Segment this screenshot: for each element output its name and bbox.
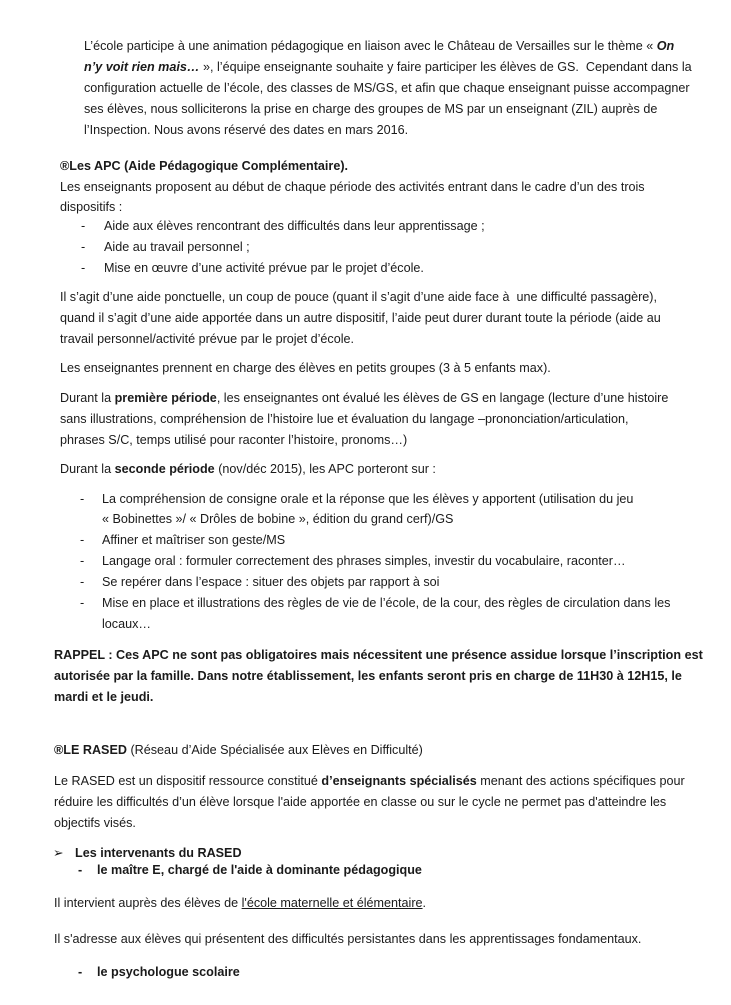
- bullet-dash: -: [81, 219, 86, 233]
- bullet-dash: -: [80, 554, 85, 568]
- rappel-line-1: RAPPEL : Ces APC ne sont pas obligatoires mais nécessitent une présence assidue lorsque l’inscription est: [54, 648, 703, 662]
- arrow-bullet-icon: ➢: [53, 846, 64, 860]
- bullet-dash: -: [81, 261, 86, 275]
- maitre-e: le maître E, chargé de l'aide à dominante pédagogique: [97, 863, 422, 877]
- apc-item: « Bobinettes »/ « Drôles de bobine », édition du grand cerf)/GS: [102, 512, 454, 526]
- intro-line-5: l’Inspection. Nous avons réservé des dates en mars 2016.: [84, 123, 409, 137]
- rased-para-line-2: réduire les difficultés d’un élève lorsque l'aide apportée en classe ou sur le cycle ne permet pas d'atteindre les: [54, 795, 667, 809]
- psychologue-scolaire: le psychologue scolaire: [97, 965, 240, 979]
- apc-item: Se repérer dans l’espace : situer des objets par rapport à soi: [102, 575, 440, 589]
- premiere-periode-line-1: Durant la première période, les enseignantes ont évalué les élèves de GS en langage (lecture d’une histoire: [60, 391, 669, 405]
- intervenants-heading: Les intervenants du RASED: [75, 846, 242, 860]
- premiere-periode-line-2: sans illustrations, compréhension de l’histoire lue et évaluation du langage –prononciation/articulation,: [60, 412, 629, 426]
- rased-para-line-1: Le RASED est un dispositif ressource constitué d’enseignants spécialisés menant des actions spécifiques pour: [54, 774, 685, 788]
- apc-heading: ®Les APC (Aide Pédagogique Complémentaire).: [60, 159, 349, 173]
- bullet-dash: -: [78, 863, 83, 877]
- seconde-periode: Durant la seconde période (nov/déc 2015), les APC porteront sur :: [60, 462, 436, 476]
- adresse-line: Il s'adresse aux élèves qui présentent des difficultés persistantes dans les apprentissages fondamentaux.: [54, 932, 642, 946]
- apc-intro-line-2: dispositifs :: [60, 200, 123, 214]
- bullet-dash: -: [80, 575, 85, 589]
- rased-heading: ®LE RASED (Réseau d’Aide Spécialisée aux Elèves en Difficulté): [54, 743, 423, 757]
- bullet-dash: -: [81, 240, 86, 254]
- dispositif-item: Mise en œuvre d’une activité prévue par le projet d’école.: [104, 261, 424, 275]
- apc-para1-line-3: travail personnel/activité prévue par le projet d’école.: [60, 332, 355, 346]
- apc-item: Affiner et maîtriser son geste/MS: [102, 533, 286, 547]
- bullet-dash: -: [80, 596, 85, 610]
- intervient-line: Il intervient auprès des élèves de l'école maternelle et élémentaire.: [54, 896, 427, 910]
- intro-line-1: L’école participe à une animation pédagogique en liaison avec le Château de Versailles sur le thème « On: [84, 39, 675, 53]
- bullet-dash: -: [80, 533, 85, 547]
- premiere-periode-line-3: phrases S/C, temps utilisé pour raconter l’histoire, pronoms…): [60, 433, 408, 447]
- dispositif-item: Aide aux élèves rencontrant des difficultés dans leur apprentissage ;: [104, 219, 485, 233]
- apc-intro-line-1: Les enseignants proposent au début de chaque période des activités entrant dans le cadre d’un des trois: [60, 180, 645, 194]
- apc-para1-line-1: Il s’agit d’une aide ponctuelle, un coup de pouce (quant il s’agit d’une aide face à une difficulté passagère),: [60, 290, 657, 304]
- bullet-dash: -: [78, 965, 83, 979]
- intro-line-3: configuration actuelle de l’école, des classes de MS/GS, et afin que chaque enseignant puisse accompagner: [84, 81, 690, 95]
- rappel-line-3: mardi et le jeudi.: [54, 690, 154, 704]
- apc-para2: Les enseignantes prennent en charge des élèves en petits groupes (3 à 5 enfants max).: [60, 361, 551, 375]
- intro-line-4: ses élèves, nous solliciterons la prise en charge des groupes de MS par un enseignant (ZIL) auprès de: [84, 102, 658, 116]
- apc-item: Langage oral : formuler correctement des phrases simples, investir du vocabulaire, raconter…: [102, 554, 626, 568]
- intro-line-2: n’y voit rien mais… », l’équipe enseignante souhaite y faire participer les élèves de GS. Cependant dans la: [84, 60, 692, 74]
- apc-item: Mise en place et illustrations des règles de vie de l’école, de la cour, des règles de circulation dans les: [102, 596, 671, 610]
- bullet-dash: -: [80, 492, 85, 506]
- apc-para1-line-2: quand il s’agit d’une aide apportée dans un autre dispositif, l’aide peut durer durant toute la période (aide au: [60, 311, 661, 325]
- apc-item: locaux…: [102, 617, 151, 631]
- dispositif-item: Aide au travail personnel ;: [104, 240, 250, 254]
- rappel-line-2: autorisée par la famille. Dans notre établissement, les enfants seront pris en charge de 11H30 à 12H15, le: [54, 669, 682, 683]
- rased-para-line-3: objectifs visés.: [54, 816, 136, 830]
- apc-item: La compréhension de consigne orale et la réponse que les élèves y apportent (utilisation du jeu: [102, 492, 634, 506]
